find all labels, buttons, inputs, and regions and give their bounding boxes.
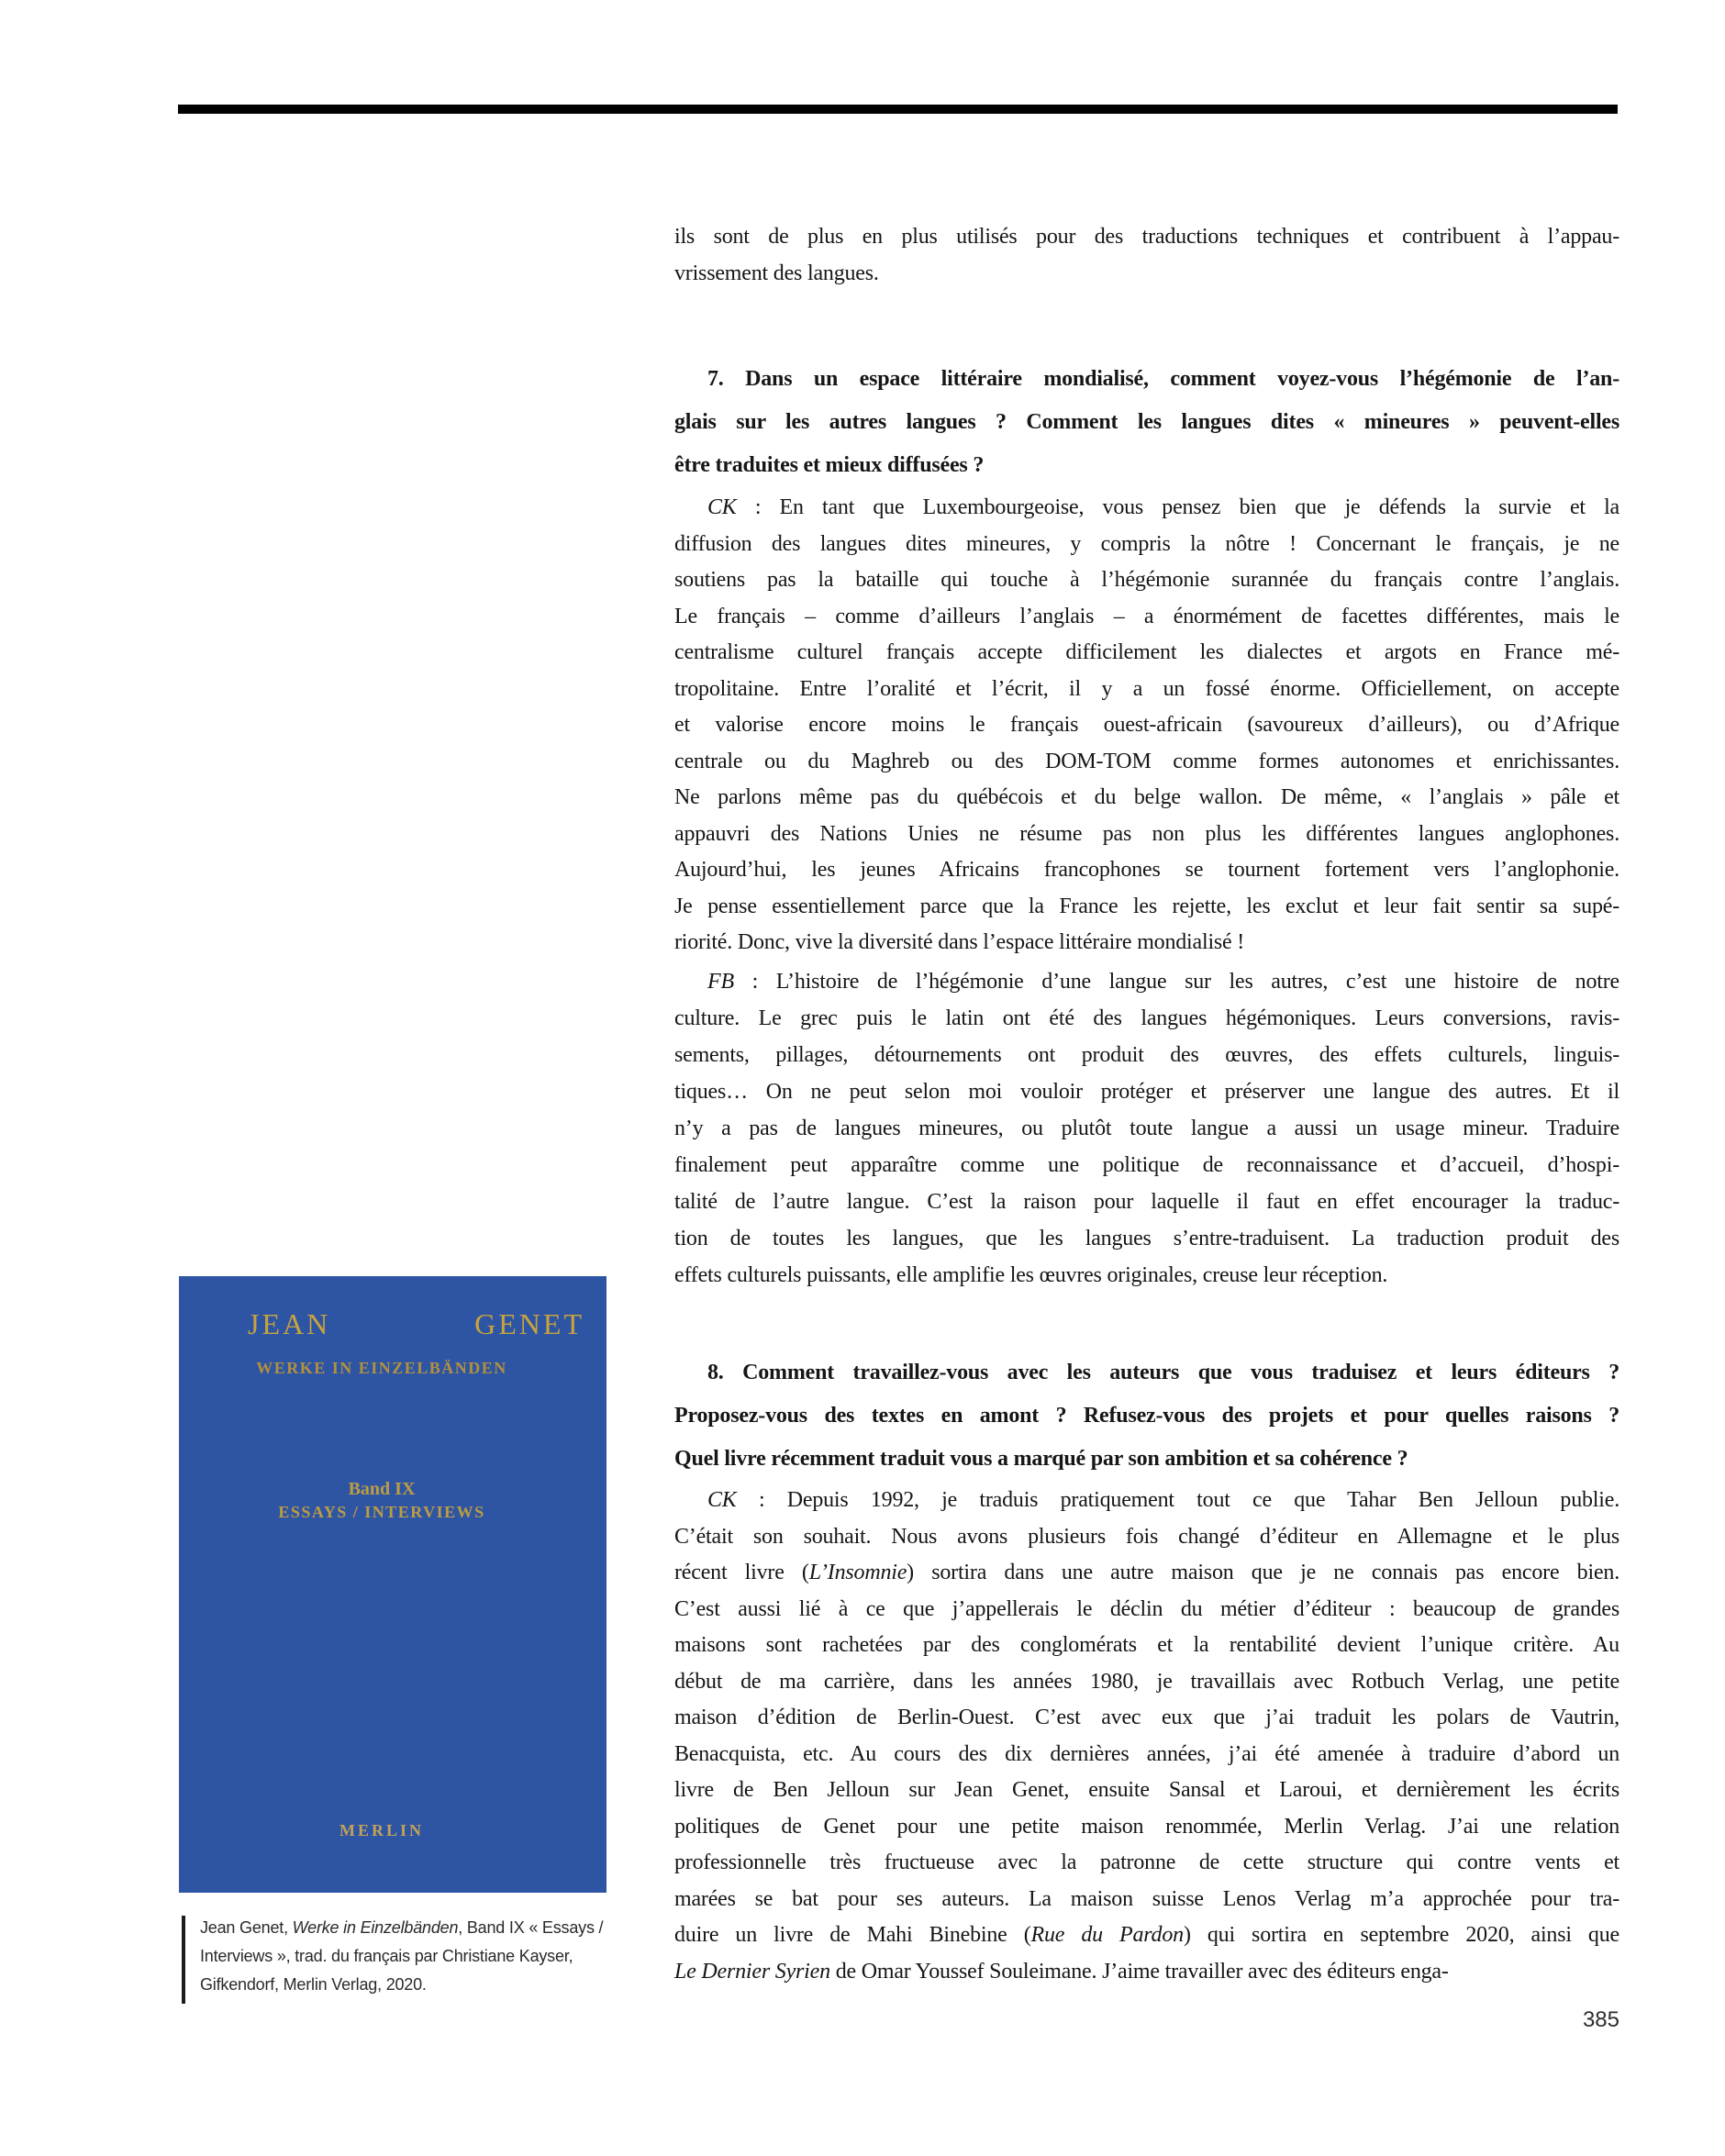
text-line: tiques… On ne peut selon moi vouloir protéger et préserver une langue des autres. Et il — [674, 1080, 1619, 1104]
text-line: n’y a pas de langues mineures, ou plutôt toute langue a aussi un usage mineur. Traduire — [674, 1117, 1619, 1140]
text-line: politiques de Genet pour une petite maison renommée, Merlin Verlag. J’ai une relation — [674, 1814, 1619, 1839]
cover-series-title: WERKE IN EINZELBÄNDEN — [256, 1359, 507, 1377]
text-line: livre de Ben Jelloun sur Jean Genet, ensuite Sansal et Laroui, et dernièrement les écrits — [674, 1778, 1619, 1802]
cover-volume-number: Band IX — [348, 1479, 416, 1499]
text-line: professionnelle très fructueuse avec la patronne de cette structure qui contre vents et — [674, 1850, 1619, 1874]
question-7-heading — [674, 358, 1619, 487]
book-cover-image — [179, 1276, 607, 1893]
answer-8-ck-paragraph — [674, 1483, 1619, 1990]
text-line: FB : L’histoire de l’hégémonie d’une langue sur les autres, c’est une histoire de notre — [707, 970, 1619, 994]
text-line: 8. Comment travaillez-vous avec les auteurs que vous traduisez et leurs éditeurs ? — [707, 1361, 1619, 1384]
text-line: maison d’édition de Berlin-Ouest. C’est avec eux que j’ai traduit les polars de Vautrin, — [674, 1706, 1619, 1729]
text-line: tion de toutes les langues, que les langues s’entre-traduisent. La traduction produit des — [674, 1227, 1619, 1250]
text-line: ils sont de plus en plus utilisés pour des traductions techniques et contribuent à l’appau- — [674, 225, 1619, 249]
text-line: Le Dernier Syrien de Omar Youssef Souleimane. J’aime travailler avec des éditeurs enga- — [674, 1959, 1449, 1984]
cover-subtitle: ESSAYS / INTERVIEWS — [278, 1503, 485, 1521]
text-line: appauvri des Nations Unies ne résume pas non plus les différentes langues anglophones. — [674, 821, 1619, 846]
text-line: Jean Genet, Werke in Einzelbänden, Band IX « Essays / — [200, 1918, 604, 1937]
cover-publisher: MERLIN — [339, 1821, 424, 1839]
text-line: centrale ou du Maghreb ou des DOM-TOM comme formes autonomes et enrichissantes. — [674, 749, 1619, 773]
text-line: soutiens pas la bataille qui touche à l’hégémonie surannée du français contre l’anglais. — [674, 568, 1619, 592]
text-line: 7. Dans un espace littéraire mondialisé, comment voyez-vous l’hégémonie de l’an- — [707, 367, 1619, 391]
text-line: centralisme culturel français accepte difficilement les dialectes et argots en France mé- — [674, 640, 1619, 664]
text-line: glais sur les autres langues ? Comment les langues dites « mineures » peuvent-elles — [674, 410, 1619, 434]
text-line: tropolitaine. Entre l’oralité et l’écrit, il y a un fossé énorme. Officiellement, on accepte — [674, 676, 1619, 701]
text-line: être traduites et mieux diffusées ? — [674, 453, 985, 477]
question-8-heading — [674, 1351, 1619, 1481]
answer-7-ck-paragraph — [674, 490, 1619, 961]
text-line: Je pense essentiellement parce que la France les rejette, les exclut et leur fait sentir sa supé- — [674, 894, 1619, 918]
text-line: culture. Le grec puis le latin ont été des langues hégémoniques. Leurs conversions, ravis- — [674, 1006, 1619, 1030]
text-line: récent livre (L’Insomnie) sortira dans une autre maison que je ne connais pas encore bien. — [674, 1561, 1619, 1584]
page-number: 385 — [1582, 2007, 1619, 2032]
text-line: CK : Depuis 1992, je traduis pratiquement tout ce que Tahar Ben Jelloun publie. — [707, 1488, 1619, 1512]
cover-author-word-2: GENET — [474, 1307, 584, 1340]
text-line: CK : En tant que Luxembourgeoise, vous pensez bien que je défends la survie et la — [707, 495, 1619, 519]
text-line: C’est aussi lié à ce que j’appellerais le déclin du métier d’éditeur : beaucoup de grandes — [674, 1596, 1619, 1621]
text-line: vrissement des langues. — [674, 261, 879, 285]
text-line: sements, pillages, détournements ont produit des œuvres, des effets culturels, linguis- — [674, 1043, 1619, 1067]
text-line: maisons sont rachetées par des conglomérats et la rentabilité devient l’unique critère. Au — [674, 1633, 1619, 1657]
text-line: diffusion des langues dites mineures, y compris la nôtre ! Concernant le français, je ne — [674, 531, 1619, 556]
text-line: riorité. Donc, vive la diversité dans l’espace littéraire mondialisé ! — [674, 930, 1245, 954]
text-line: Gifkendorf, Merlin Verlag, 2020. — [200, 1975, 427, 1994]
answer-7-fb-paragraph — [674, 963, 1619, 1294]
text-line: effets culturels puissants, elle amplifie les œuvres originales, creuse leur réception. — [674, 1263, 1388, 1287]
text-line: Interviews », trad. du français par Christiane Kayser, — [200, 1947, 573, 1965]
text-line: duire un livre de Mahi Binebine (Rue du Pardon) qui sortira en septembre 2020, ainsi que — [674, 1923, 1619, 1947]
figure-caption — [200, 1914, 636, 1999]
paragraph-continuation — [674, 218, 1619, 292]
text-line: Proposez-vous des textes en amont ? Refusez-vous des projets et pour quelles raisons ? — [674, 1404, 1619, 1428]
text-line: Le français – comme d’ailleurs l’anglais – a énormément de facettes différentes, mais le — [674, 604, 1619, 628]
text-line: C’était son souhait. Nous avons plusieurs fois changé d’éditeur en Allemagne et le plus — [674, 1524, 1619, 1549]
cover-author-word-1: JEAN — [248, 1307, 331, 1340]
text-line: et valorise encore moins le français ouest-africain (savoureux d’ailleurs), ou d’Afrique — [674, 713, 1619, 737]
text-line: finalement peut apparaître comme une politique de reconnaissance et d’accueil, d’hospi- — [674, 1153, 1619, 1177]
text-line: marées se bat pour ses auteurs. La maison suisse Lenos Verlag m’a approchée pour tra- — [674, 1886, 1619, 1911]
text-line: Quel livre récemment traduit vous a marqué par son ambition et sa cohérence ? — [674, 1447, 1408, 1471]
text-line: talité de l’autre langue. C’est la raison pour laquelle il faut en effet encourager la traduc- — [674, 1190, 1619, 1214]
caption-rule — [182, 1916, 185, 2004]
top-rule — [178, 105, 1618, 114]
cover-author-title — [248, 1307, 584, 1341]
text-line: Aujourd’hui, les jeunes Africains francophones se tournent fortement vers l’anglophonie. — [674, 858, 1619, 882]
text-line: Ne parlons même pas du québécois et du belge wallon. De même, « l’anglais » pâle et — [674, 785, 1619, 809]
text-line: Benacquista, etc. Au cours des dix dernières années, j’ai été amenée à traduire d’abord un — [674, 1741, 1619, 1766]
book-cover-content — [179, 1276, 584, 1893]
text-line: début de ma carrière, dans les années 1980, je travaillais avec Rotbuch Verlag, une petite — [674, 1669, 1619, 1694]
